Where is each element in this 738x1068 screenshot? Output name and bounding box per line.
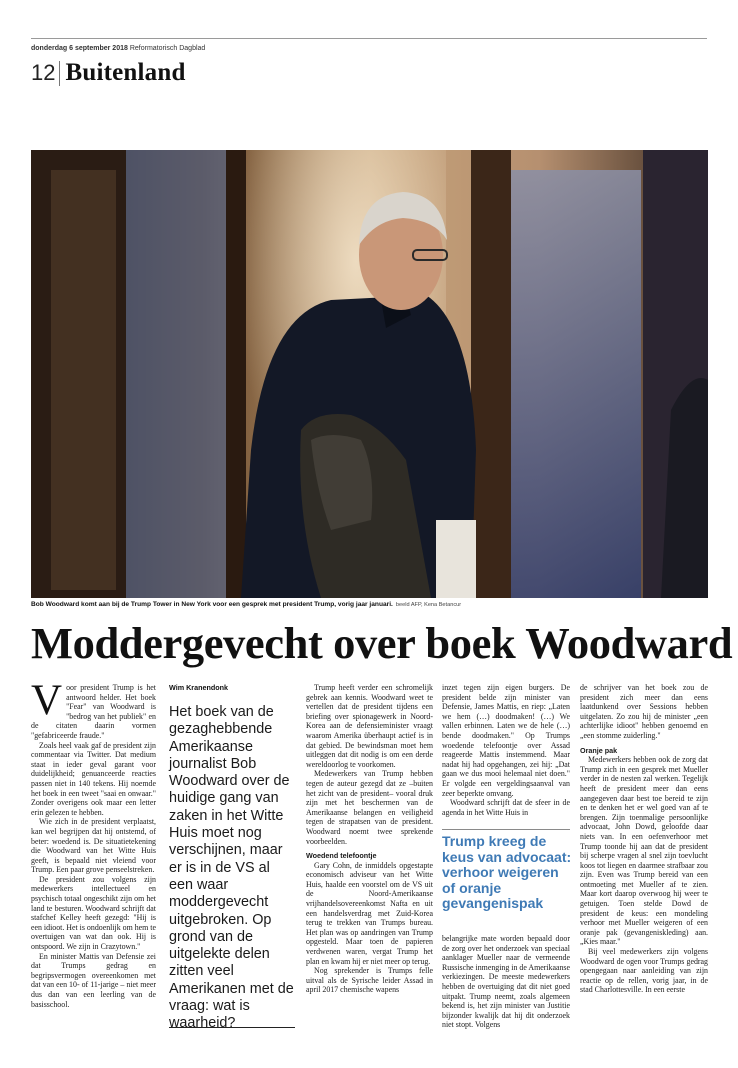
intro-rule [169,1027,295,1028]
paragraph: Trump heeft verder een schromelijk gebrek aan kennis. Woodward weet te vertellen dat de president tijdens een briefing over spionagewerk in Noord-Korea aan de defensieminister vraagt waarom Amerika überhaupt actief is in dat gebied. De bewindsman moet hem uitleggen dat dit nodig is om een derde wereldoorlog te voorkomen. [306,683,433,769]
photo-caption [31,601,708,608]
photo-illustration [31,150,708,598]
issue-date: donderdag 6 september 2018 [31,45,128,52]
header-divider [59,61,60,86]
section-title: Buitenland [65,59,186,86]
paragraph: Woodward schrijft dat de sfeer in de agenda in het Witte Huis in [442,798,570,817]
intro-block [169,683,295,1033]
article-headline: Moddergevecht over boek Woodward [31,618,733,668]
article-column-3 [306,683,433,995]
pull-quote: Trump kreeg de keus van advocaat: verhoor weigeren of oranje gevangenispak [442,833,572,911]
subheading: Woedend telefoontje [306,851,377,861]
paragraph: Nog sprekender is Trumps felle uitval als de Syrische leider Assad in april 2017 chemische wapens [306,966,433,995]
paper-name: Reformatorisch Dagblad [129,45,206,52]
page-number: 12 [31,60,56,85]
paragraph: Wie zich in de president verplaatst, kan wel begrijpen dat hij ontstemd, of beter: woedend is. De situatietekening die Woodward van het Witte Huis geeft, is bepaald niet vleiend voor Trump. Een paar grove penseelstreken. [31,817,156,875]
subheading: Oranje pak [580,745,618,755]
paragraph: Medewerkers van Trump hebben tegen de auteur gezegd dat ze –buiten het zicht van de president– vooral druk zijn met het beschermen van de Amerikaanse belangen en veiligheid tegen de strapatsen van de president. Woodward noemt twee sprekende voorbeelden. [306,769,433,846]
paragraph: Medewerkers hebben ook de zorg dat Trump zich in een gesprek met Mueller verder in de nesten zal werken. Tegelijk heeft de president meer dan eens aangegeven daar best toe bereid te zijn en te denken het er wel goed van af te brengen. Zijn toenmalige persoonlijke advocaat, John Dowd, geloofde daar niets van. In een oefenverhoor met Trump toonde hij aan dat de president bij scherpe vragen al snel zijn toevlucht koos tot liegen en daarmee strafbaar zou zijn. Even was Trump bereid van een ontmoeting met Mueller af te zien. Maar kort daarop overwoog hij weer te getuigen. Toen stelde Dowd de president de keus: een mondeling verhoor met Mueller weigeren of een oranje pak (gevangeniskleding) aan. „Kies maar." [580,755,708,947]
paragraph: oor president Trump is het antwoord helder. Het boek "Fear" van Woodward is "bedrog van het publiek" en de citaten daarin vormen "gefabriceerde fraude." [31,683,156,740]
photo-credit: beeld AFP, Kena Betancur [395,602,462,608]
page-header [31,58,186,88]
article-column-5 [580,683,708,995]
paragraph: Zoals heel vaak gaf de president zijn commentaar via Twitter. Dat medium staat in ieder geval garant voor duidelijkheid; genuanceerde reacties passen niet in 140 tekens. Hij noemde het boek in een tweet "saai en onwaar." Zonder overigens ook maar een letter erin gelezen te hebben. [31,740,156,817]
drop-cap: V [31,677,63,724]
paragraph: De president zou volgens zijn medewerkers intellectueel en psychisch totaal ongeschikt zijn om het land te besturen. Woodward schrijft dat stafchef Kelley heeft gezegd: "Hij is een idioot. Het is ondoenlijk om hem te overtuigen van wat dan ook. Hij is ontspoord. We zijn in Crazytown." [31,874,156,952]
paragraph: Gary Cohn, de inmiddels opgestapte economisch adviseur van het Witte Huis, haalde een voorstel om de VS uit de Noord-Amerikaanse vrijhandelsovereenkomst Nafta en uit een handelsverdrag met Zuid-Korea terug te trekken van Trumps bureau. Het plan was op aandringen van Trump opgesteld. Maar toen de papieren verdwenen waren, vergat Trump het plan en kwam hij er niet meer op terug. [306,860,433,966]
dateline [31,45,205,52]
article-column-1 [31,677,156,1009]
paragraph: inzet tegen zijn eigen burgers. De president belde zijn minister van Defensie, James Mattis, en riep: „Laten we hem (…) doodmaken! (…) We vallen erbinnen. Laten we de hele (…) bende doodmaken." Op Trumps woedende telefoontje over Assad reageerde Mattis instemmend. Maar nadat hij had opgehangen, zei hij: „Dat gaan we dus mooi helemaal niet doen." Er volgde een vergeldingsaanval van zeer beperkte omvang. [442,683,570,798]
paragraph: En minister Mattis van Defensie zei dat Trumps gedrag en begripsvermogen overeenkomen met dat van een 10- of 11-jarige – niet meer dus dan van een leerling van de basisschool. [31,951,156,1009]
paragraph: de schrijver van het boek zou de president zich meer dan eens laatdunkend over Sessions hebben uitgelaten. Zo zou hij de minister „een achterlijke idioot" hebben genoemd en „een stomme zuiderling." [580,683,708,740]
news-photo [31,150,708,598]
byline: Wim Kranendonk [169,683,229,692]
paragraph: Bij veel medewerkers zijn volgens Woodward de ogen voor Trumps gedrag opengegaan naar aanleiding van zijn reactie op de rellen, vorig jaar, in de stad Charlottesville. In een eerste [580,947,708,995]
lead-paragraph: Het boek van de gezaghebbende Amerikaanse journalist Bob Woodward over de huidige gang van zaken in het Witte Huis moet nog verschijnen, maar er is in de VS al een waar moddergevecht uitgebroken. Op grond van de uitgelekte delen zitten veel Amerikanen met de vraag: wat is waarheid? [169,704,294,1032]
caption-text: Bob Woodward komt aan bij de Trump Tower in New York voor een gesprek met president Trump, vorig jaar januari. [31,601,393,608]
paragraph: belangrijke mate worden bepaald door de zorg over het onderzoek van speciaal aanklager Mueller naar de vermeende Russische inmenging in de Amerikaanse verkiezingen. De meeste medewerkers hebben de overtuiging dat dit niet goed uitpakt. Trump neemt, zoals algemeen bekend is, het zijn minister van Justitie bijzonder kwalijk dat hij dit onderzoek niet stopt. Volgens [442,934,570,1030]
article-column-4-bottom [442,934,570,1030]
article-column-4-top [442,683,570,817]
top-rule [31,38,707,39]
quote-rule [442,829,570,830]
